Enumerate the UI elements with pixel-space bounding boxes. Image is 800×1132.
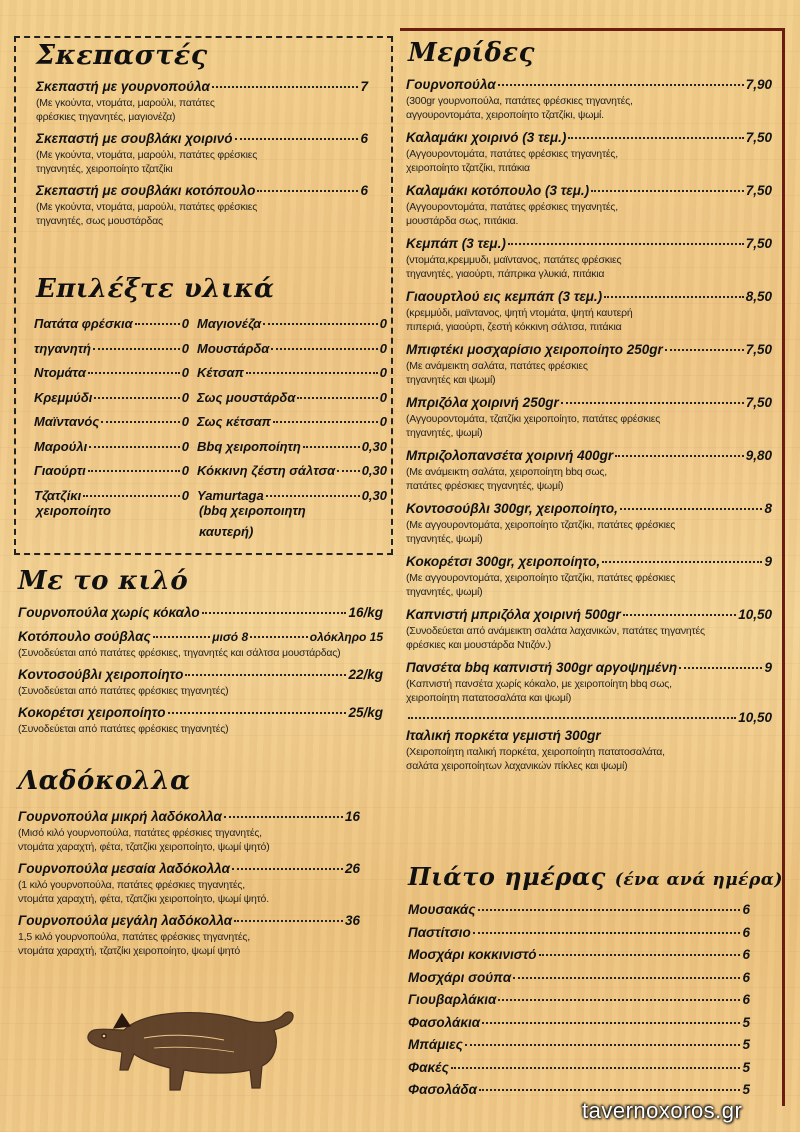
list-item xyxy=(36,78,368,124)
item-name: Σκεπαστή με σουβλάκι κοτόπουλο xyxy=(36,183,256,198)
item-name: Καλαμάκι χοιρινό (3 τεμ.) xyxy=(406,130,567,145)
option-note-right-2: καυτερή) xyxy=(199,524,254,539)
list-item xyxy=(406,235,772,281)
item-desc: (Με αγγουροντομάτα, χειροποίητο τζατζίκι, πατάτες φρέσκιες xyxy=(406,572,676,584)
item-desc: (1 κιλό γουρνοπούλα, πατάτες φρέσκιες τηγανητές, xyxy=(18,879,245,891)
item-price: 5 xyxy=(742,1037,750,1052)
item-price: 26 xyxy=(344,861,360,876)
item-name: Μπριζόλα χοιρινή 250gr xyxy=(406,395,559,410)
item-price: 7,90 xyxy=(745,77,772,92)
item-desc: (Με αγγουροντομάτα, χειροποίητο τζατζίκι, πατάτες φρέσκιες xyxy=(406,519,676,531)
item-desc: τηγανητές, σως μουστάρδας xyxy=(36,215,163,227)
item-desc: (Αγγουροντομάτα, τζατζίκι χειροποίητο, πατάτες φρέσκιες xyxy=(406,413,661,425)
website-watermark: tavernoxoros.gr xyxy=(582,1098,743,1123)
item-price: 22/kg xyxy=(348,667,383,682)
item-desc: πατάτες φρέσκιες τηγανητές, ψωμί) xyxy=(406,480,564,492)
list-item xyxy=(406,394,772,440)
item-price-half: μισό 8 xyxy=(212,630,249,644)
list-item xyxy=(406,182,772,228)
item-desc: (ντομάτα,κρεμμυδι, μαϊντανος, πατάτες φρέσκιες xyxy=(406,254,622,266)
item-desc: τηγανητές, χειροποίητο τζατζίκι xyxy=(36,163,173,175)
item-desc: (κρεμμύδι, μαϊντανος, ψητή ντομάτα, ψητή καυτερή xyxy=(406,307,633,319)
merides-title: Μερίδες xyxy=(408,38,535,68)
item-desc: τηγανητές, ψωμί) xyxy=(406,533,483,545)
options-title: Επιλέξτε υλικά xyxy=(36,274,275,304)
frame-top-border xyxy=(400,28,782,31)
item-price: 7 xyxy=(360,79,368,94)
ladokolla-title: Λαδόκολλα xyxy=(18,766,191,796)
item-desc: (Χειροποίητη ιταλική πορκέτα, χειροποίητη πατατοσαλάτα, xyxy=(406,746,665,758)
list-item xyxy=(406,447,772,493)
daily-title xyxy=(408,862,783,891)
item-desc: 1,5 κιλό γουρνοπούλα, πατάτες φρέσκιες τηγανητές, xyxy=(18,931,250,943)
list-item xyxy=(18,808,360,854)
pig-illustration xyxy=(84,990,304,1100)
item-name: Γουρνοπούλα μεσαία λαδόκολλα xyxy=(18,861,230,876)
options-note xyxy=(36,500,386,542)
option-price: 0 xyxy=(181,365,189,380)
option-price: 0 xyxy=(181,487,189,503)
item-price: 7,50 xyxy=(745,130,772,145)
item-price: 6 xyxy=(360,131,368,146)
item-name: Φασολάκια xyxy=(408,1014,481,1030)
item-price: 16/kg xyxy=(348,605,383,620)
list-item xyxy=(406,288,772,334)
list-item xyxy=(36,130,368,176)
item-desc: ντομάτα χαραχτή, τζατζίκι χειροποίητο, ψωμί ψητό xyxy=(18,945,240,957)
item-price: 8 xyxy=(764,501,772,516)
item-name: Φασολάδα xyxy=(408,1082,477,1097)
item-price: 5 xyxy=(742,1014,750,1030)
item-price: 5 xyxy=(742,1059,750,1075)
merides-list xyxy=(406,76,772,773)
item-price: 8,50 xyxy=(745,289,772,304)
item-desc: (Με ανάμεικτη σαλάτα, πατάτες φρέσκιες xyxy=(406,360,588,372)
item-price: 6 xyxy=(742,992,750,1007)
option-note-right-1: (bbq χειροποιητη xyxy=(199,503,306,518)
list-item xyxy=(406,709,772,727)
item-desc: τηγανητές, γιαούρτι, πάπρικα γλυκιά, πιτάκια xyxy=(406,268,605,280)
item-price: 5 xyxy=(742,1082,750,1097)
kilo-list xyxy=(18,604,383,736)
skepastes-list xyxy=(36,78,368,228)
list-item xyxy=(18,704,383,736)
frame-right-border xyxy=(782,28,785,1106)
item-name: Γουρνοπούλα μεγάλη λαδόκολλα xyxy=(18,913,233,928)
item-price: 9,80 xyxy=(745,448,772,463)
list-item xyxy=(18,912,360,958)
item-desc: (Συνοδεύεται από πατάτες φρέσκιες τηγανητές) xyxy=(18,685,229,697)
item-name: Γουρνοπούλα χωρίς κόκαλο xyxy=(18,605,200,620)
item-name: Καλαμάκι κοτόπουλο (3 τεμ.) xyxy=(406,183,590,198)
item-price: 6 xyxy=(742,902,750,917)
option-price: 0,30 xyxy=(361,438,387,454)
list-item xyxy=(36,182,368,228)
item-name: Φακές xyxy=(408,1059,449,1075)
item-name: Κοντοσούβλι 300gr, χειροποίητο, xyxy=(406,501,618,516)
option-name: Μαϊντανός xyxy=(34,414,100,429)
option-price: 0 xyxy=(379,365,387,380)
option-note-left: χειροποίητο xyxy=(36,503,111,518)
option-price: 0 xyxy=(379,414,387,429)
item-desc: σαλάτα χειροποίητων λαχανικών πίκλες και ψωμί) xyxy=(406,760,628,772)
item-desc: (300gr γουρνοπούλα, πατάτες φρέσκιες τηγανητές, xyxy=(406,95,633,107)
option-price: 0 xyxy=(379,316,387,331)
item-name: Πανσέτα bbq καπνιστή 300gr αργοψημένη xyxy=(406,660,678,675)
option-name: Yamurtaga xyxy=(197,487,264,503)
ladokolla-list xyxy=(18,808,360,958)
item-price-whole: ολόκληρο 15 xyxy=(309,630,384,644)
item-desc: (Συνοδεύεται από πατάτες φρέσκιες τηγανητές) xyxy=(18,723,229,735)
item-desc: τηγανητές και ψωμί) xyxy=(406,374,496,386)
item-desc: μουστάρδα σως, πιτάκια. xyxy=(406,215,519,227)
list-item xyxy=(406,341,772,387)
item-price: 7,50 xyxy=(745,183,772,198)
item-price: 16 xyxy=(344,809,360,824)
option-name: Σως κέτσαπ xyxy=(197,414,271,429)
item-desc: (Μισό κιλό γουρνοπούλα, πατάτες φρέσκιες τηγανητές, xyxy=(18,827,262,839)
item-desc: φρέσκιες και μουστάρδα Ντιζόν.) xyxy=(406,639,551,651)
option-name: Κρεμμύδι xyxy=(34,389,93,405)
option-name: Τζατζίκι xyxy=(34,487,82,503)
item-desc: (Με γκούντα, ντομάτα, μαρούλι, πατάτες φρέσκιες xyxy=(36,149,258,161)
item-name: Σκεπαστή με σουβλάκι χοιρινό xyxy=(36,131,233,146)
item-name: Κεμπάπ (3 τεμ.) xyxy=(406,236,506,251)
item-desc: ντομάτα χαραχτή, φέτα, τζατζίκι χειροποίητο, ψωμί ψητό. xyxy=(18,893,269,905)
list-item xyxy=(406,500,772,546)
item-price: 6 xyxy=(742,924,750,940)
item-name: Μπιφτέκι μοσχαρίσιο χειροποίητο 250gr xyxy=(406,342,663,357)
item-desc: χειροποίητη πατατοσαλάτα και ψωμί) xyxy=(406,692,572,704)
option-name: Σως μουστάρδα xyxy=(197,389,296,405)
item-name: Μουσακάς xyxy=(408,902,476,917)
option-name: Μαγιονέζα xyxy=(197,316,262,331)
option-name: Ντομάτα xyxy=(34,365,86,380)
item-price: 7,50 xyxy=(745,342,772,357)
item-desc: (Καπνιστή πανσέτα χωρίς κόκαλο, με χειροποίητη bbq σως, xyxy=(406,678,672,690)
item-name: Μοσχάρι σούπα xyxy=(408,969,512,985)
item-desc: (Συνοδεύεται από πατάτες φρέσκιες, τηγανητές και σάλτσα μουστάρδας) xyxy=(18,647,341,659)
item-name: Καπνιστή μπριζόλα χοιρινή 500gr xyxy=(406,607,621,622)
kilo-title: Με το κιλό xyxy=(18,566,189,596)
list-item xyxy=(18,860,360,906)
item-desc: αγγουροντομάτα, χειροποίητο τζατζίκι, ψωμί. xyxy=(406,109,604,121)
item-desc: (Με γκούντα, ντομάτα, μαρούλι, πατάτες xyxy=(36,97,215,109)
item-name: Μπάμιες xyxy=(408,1037,463,1052)
item-price: 10,50 xyxy=(738,607,772,622)
item-price: 25/kg xyxy=(348,705,383,720)
item-name: Κοτόπουλο σούβλας xyxy=(18,629,151,644)
option-name: τηγανητή xyxy=(34,340,91,356)
item-price: 6 xyxy=(360,183,368,198)
item-desc: χειροποίητο τζατζίκι, πιτάκια xyxy=(406,162,530,174)
option-price: 0 xyxy=(181,414,189,429)
option-price: 0 xyxy=(181,438,189,454)
item-price: 36 xyxy=(344,913,360,928)
option-price: 0,30 xyxy=(361,463,387,478)
item-price: 6 xyxy=(742,969,750,985)
item-desc: (Με ανάμεικτη σαλάτα, χειροποίητη bbq σως, xyxy=(406,466,607,478)
item-name: Γουρνοπούλα μικρή λαδόκολλα xyxy=(18,809,222,824)
option-price: 0,30 xyxy=(361,487,387,503)
option-name: Γιαούρτι xyxy=(34,463,86,478)
list-item xyxy=(18,604,383,622)
item-desc: (Αγγουροντομάτα, πατάτες φρέσκιες τηγανητές, xyxy=(406,148,618,160)
option-name: Μαρούλι xyxy=(34,438,88,454)
daily-subtitle: (ένα ανά ημέρα) xyxy=(614,870,783,890)
item-desc: ντομάτα χαραχτή, φέτα, τζατζίκι χειροποίητο, ψωμί ψητό) xyxy=(18,841,270,853)
option-name: Κέτσαπ xyxy=(197,365,244,380)
daily-title-text: Πιάτο ημέρας xyxy=(408,862,606,891)
item-name: Παστίτσιο xyxy=(408,924,471,940)
item-desc: (Συνοδεύεται από ανάμεικτη σαλάτα λαχανικών, πατάτες τηγανητές xyxy=(406,625,705,637)
list-item xyxy=(406,659,772,705)
item-name: Κοκορέτσι 300gr, χειροποίητο, xyxy=(406,554,601,569)
list-item xyxy=(406,129,772,175)
item-name: Κοκορέτσι χειροποίητο xyxy=(18,705,166,720)
item-name: Μοσχάρι κοκκινιστό xyxy=(408,947,537,962)
option-name: Πατάτα φρέσκια xyxy=(34,316,133,331)
item-desc: πιπεριά, γιαούρτι, ζεστή κόκκινη σάλτσα, πιτάκια xyxy=(406,321,622,333)
skepastes-title: Σκεπαστές xyxy=(36,40,208,71)
item-price: 9 xyxy=(764,660,772,675)
option-price: 0 xyxy=(181,389,189,405)
item-name: Ιταλική πορκέτα γεμιστή 300gr xyxy=(406,728,601,743)
item-desc: (Με γκούντα, ντομάτα, μαρούλι, πατάτες φρέσκιες xyxy=(36,201,258,213)
item-price: 7,50 xyxy=(745,395,772,410)
options-grid xyxy=(34,312,389,508)
item-desc: τηγανητές, ψωμί) xyxy=(406,427,483,439)
item-price: 6 xyxy=(742,947,750,962)
option-price: 0 xyxy=(379,389,387,405)
item-price: 9 xyxy=(764,554,772,569)
option-price: 0 xyxy=(181,340,189,356)
list-item xyxy=(18,628,383,660)
option-price: 0 xyxy=(181,463,189,478)
item-name: Σκεπαστή με γουρνοπούλα xyxy=(36,79,210,94)
item-name: Μπριζολοπανσέτα χοιρινή 400gr xyxy=(406,448,614,463)
option-name: Κόκκινη ζέστη σάλτσα xyxy=(197,463,336,478)
daily-list xyxy=(408,899,750,1102)
list-item xyxy=(406,727,772,773)
item-desc: (Αγγουροντομάτα, πατάτες φρέσκιες τηγανητές, xyxy=(406,201,618,213)
item-name: Κοντοσούβλι χειροποίητο xyxy=(18,667,184,682)
item-price: 10,50 xyxy=(738,710,772,725)
list-item xyxy=(18,666,383,698)
list-item xyxy=(406,606,772,652)
item-name: Γουρνοπούλα xyxy=(406,77,496,92)
option-name: Bbq χειροποίητη xyxy=(197,438,301,454)
list-item xyxy=(406,76,772,122)
option-name: Μουστάρδα xyxy=(197,340,270,356)
option-price: 0 xyxy=(181,316,189,331)
item-name: Γιαουρτλού εις κεμπάπ (3 τεμ.) xyxy=(406,289,603,304)
list-item xyxy=(406,553,772,599)
option-price: 0 xyxy=(379,340,387,356)
item-desc: φρέσκιες τηγανητές, μαγιονέζα) xyxy=(36,111,176,123)
item-desc: τηγανητές, ψωμί) xyxy=(406,586,483,598)
item-price: 7,50 xyxy=(745,236,772,251)
item-name: Γιουβαρλάκια xyxy=(408,992,497,1007)
